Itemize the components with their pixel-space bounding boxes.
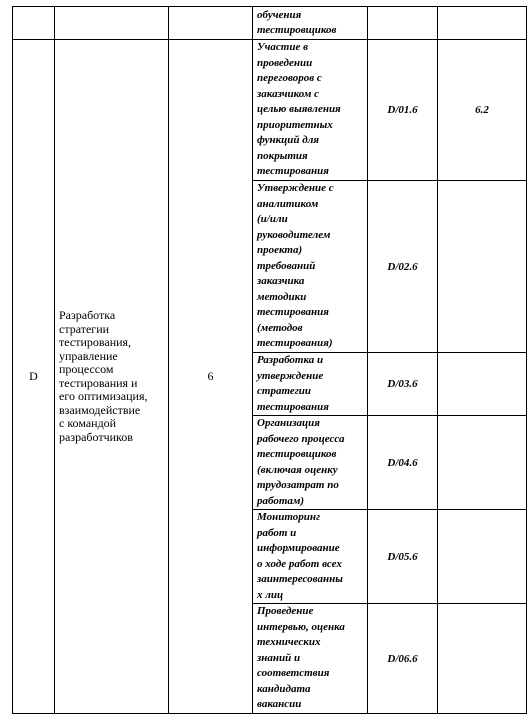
function-code-cell: D/04.6	[368, 416, 438, 510]
function-sublevel-cell	[438, 181, 527, 353]
text-line: работ и	[257, 526, 297, 539]
text-line: Мониторинг	[257, 511, 321, 523]
text-line: соответствия	[257, 667, 330, 680]
text-line: тестировщиков	[257, 448, 337, 460]
text-line: тестирования)	[257, 337, 333, 350]
text-line: аналитиком	[257, 197, 319, 210]
empty-cell	[13, 7, 55, 40]
function-code-cell: D/03.6	[368, 353, 438, 416]
function-sublevel-cell	[438, 353, 527, 416]
text-line: заказчика	[257, 275, 305, 288]
functions-table	[12, 6, 527, 714]
text-line: тестирования,	[59, 335, 132, 349]
text-line: разработчиков	[59, 429, 133, 444]
function-code-cell: D/05.6	[368, 510, 438, 604]
empty-cell	[368, 7, 438, 40]
text-line: проведении	[257, 56, 313, 69]
text-line: стратегии	[257, 385, 312, 397]
text-line: целью выявления	[257, 103, 341, 116]
text-line: вакансии	[257, 698, 302, 711]
gtf-code-cell: D	[13, 40, 55, 714]
empty-cell	[438, 7, 527, 40]
text-line: процессом	[59, 362, 114, 376]
function-sublevel-cell	[438, 604, 527, 714]
text-line: стратегии	[59, 321, 110, 336]
text-line: приоритетных	[257, 118, 333, 131]
text-line: Разработка и	[257, 354, 324, 366]
gtf-name-cell	[55, 40, 169, 714]
function-name-fragment	[253, 7, 368, 40]
text-line: (методов	[257, 321, 303, 334]
empty-cell	[169, 7, 253, 40]
function-name-cell	[253, 40, 368, 181]
text-line: функций для	[257, 134, 320, 147]
text-line: руководителем	[257, 228, 331, 241]
text-line: знаний и	[257, 651, 301, 664]
text-line: Утверждение с	[257, 182, 334, 195]
function-sublevel-cell	[438, 510, 527, 604]
gtf-name-text	[59, 309, 164, 444]
text-line: управление	[59, 348, 118, 363]
function-sublevel-cell: 6.2	[438, 40, 527, 181]
text-line: утверждение	[257, 369, 324, 382]
function-name-cell	[253, 604, 368, 714]
empty-cell	[55, 7, 169, 40]
text-line: тестирования и	[59, 375, 138, 390]
text-line: о ходе работ всех	[257, 557, 342, 570]
text-line: (включая оценку	[257, 463, 338, 476]
function-name-cell	[253, 181, 368, 353]
text-line: (и/или	[257, 213, 288, 226]
text-line: тестировщиков	[257, 24, 337, 36]
function-name-cell	[253, 510, 368, 604]
text-line: интервью, оценка	[257, 620, 345, 633]
text-line: покрытия	[257, 149, 308, 162]
text-line: тестирования	[257, 400, 329, 413]
function-sublevel-cell	[438, 416, 527, 510]
function-name-cell	[253, 416, 368, 510]
text-line: технических	[257, 636, 321, 649]
table-row	[13, 40, 527, 181]
text-line: информирование	[257, 542, 340, 554]
text-line: с командой	[59, 416, 117, 430]
text-line: работам)	[257, 494, 305, 507]
text-line: рабочего процесса	[257, 432, 345, 445]
text-line: требований	[257, 259, 316, 272]
text-line: Разработка	[59, 308, 116, 322]
text-line: Участие в	[257, 41, 309, 54]
text-line: х лиц	[257, 588, 284, 601]
text-line: Организация	[257, 417, 320, 429]
text-line: Проведение	[257, 605, 314, 618]
text-line: тестирования	[257, 306, 329, 319]
function-code-cell: D/06.6	[368, 604, 438, 714]
text-line: заказчиком с	[257, 87, 320, 100]
text-line: проекта)	[257, 244, 303, 257]
function-code-cell: D/01.6	[368, 40, 438, 181]
text-line: его оптимизация,	[59, 389, 148, 403]
text-line: заинтересованны	[257, 573, 343, 585]
text-line: переговоров с	[257, 72, 322, 85]
text-line: обучения	[257, 8, 302, 21]
text-line: методики	[257, 290, 307, 303]
text-line: взаимодействие	[59, 402, 141, 417]
text-line: кандидата	[257, 682, 311, 695]
function-code-cell: D/02.6	[368, 181, 438, 353]
text-line: тестирования	[257, 165, 329, 178]
text-line: трудозатрат по	[257, 479, 339, 491]
table-row-fragment	[13, 7, 527, 40]
gtf-level-cell: 6	[169, 40, 253, 714]
function-name-cell	[253, 353, 368, 416]
